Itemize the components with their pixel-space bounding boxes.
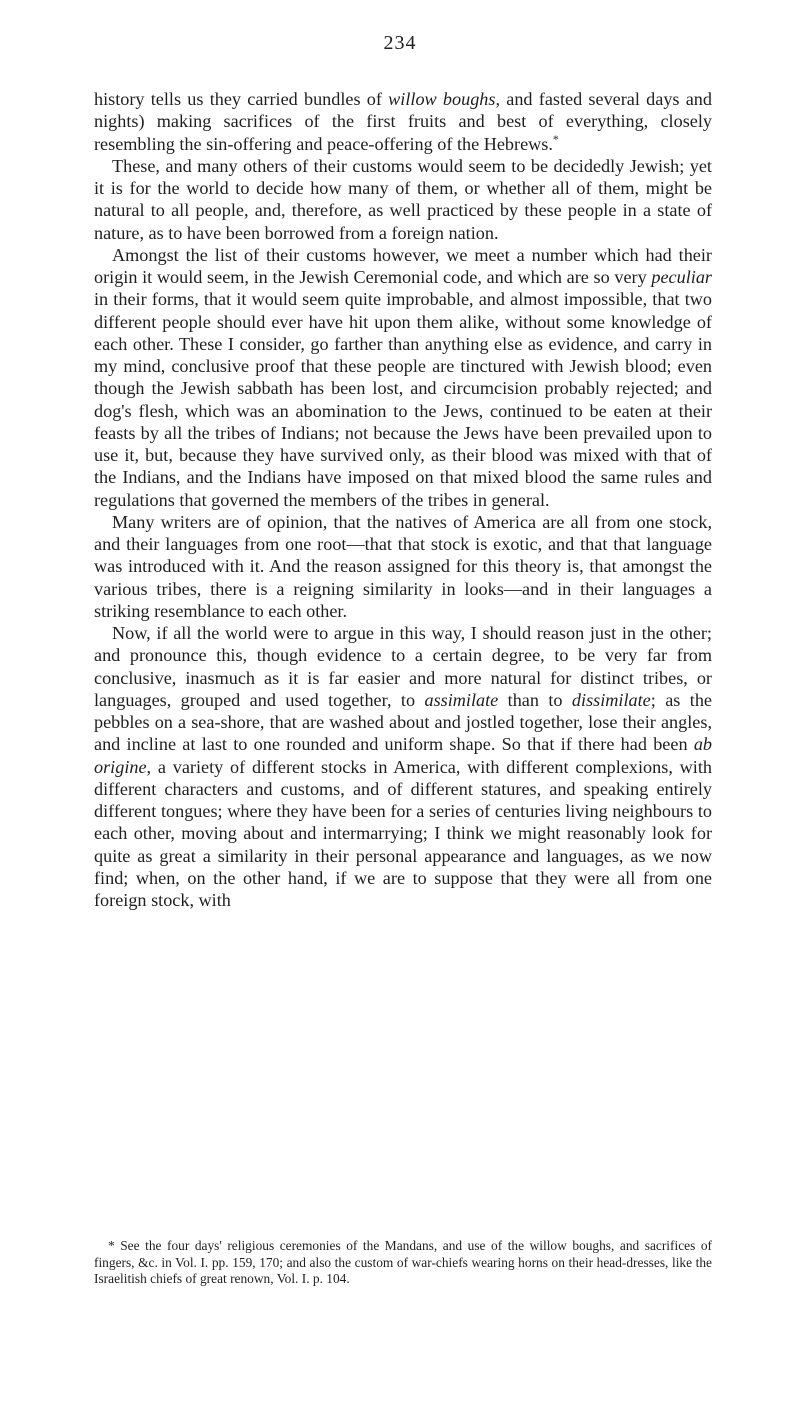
paragraph [94, 155, 712, 244]
text-run: Now, if all the world were to argue in this way, I should reason just in the other; and pronounce this, though evidence to a certain degree, to be very far from conclusive, inasmuch as it is far easier and more natural for distinct tribes, or languages, grouped and used together, to [94, 623, 712, 710]
italic-text: dissimilate [571, 689, 651, 710]
text-run: in their forms, that it would seem quite improbable, and almost impossible, that two different people should ever have hit upon them alike, without some knowledge of each other. These I consider, go farther than anything else as evidence, and carry in my mind, conclusive proof that these people are tinctured with Jewish blood; even though the Jewish sabbath has been lost, and circumcision probably rejected; and dog's flesh, which was an abomination to the Jews, continued to be eaten at their feasts by all the tribes of Indians; not because the Jews have been prevailed upon to use it, but, because they have survived only, as their blood was mixed with that of the Indians, and the Indians have imposed on that mixed blood the same rules and regulations that governed the members of the tribes in general. [94, 289, 712, 510]
text-run: Many writers are of opinion, that the natives of America are all from one stock, and their languages from one root—that that stock is exotic, and that that language was introduced with it. And the reason assigned for this theory is, that amongst the various tribes, there is a reigning similarity in looks—and in their languages a striking resemblance to each other. [94, 511, 712, 621]
text-run: These, and many others of their customs would seem to be decidedly Jewish; yet it is for the world to decide how many of them, or whether all of them, might be natural to all people, and, therefore, as well practiced by these people in a state of nature, as to have been borrowed from a foreign nation. [94, 155, 712, 243]
text-run: than to [498, 689, 572, 710]
text-run: Amongst the list of their customs however, we meet a number which had their origin it would seem, in the Jewish Ceremonial code, and which are so very [94, 244, 712, 287]
text-run: and fasted several days and nights) making sacrifices of the first fruits and best of everything, closely resembling the sin-offering and peace-offering of the Hebrews. [94, 89, 712, 154]
text-run: history tells us they carried bundles of [94, 89, 389, 109]
footnote [94, 1238, 712, 1288]
italic-text: peculiar [651, 267, 712, 287]
paragraph [94, 622, 712, 911]
text-run: , a variety of different stocks in America, with different complexions, with different characters and customs, and of different statures, and speaking entirely different tongues; where they have been for a series of centuries living neighbours to each other, moving about and intermarrying; I think we might reasonably look for quite as great a similarity in their personal appearance and languages, as we now find; when, on the other hand, if we are to suppose that they were all from one foreign stock, with [94, 756, 712, 910]
paragraph [94, 88, 712, 155]
italic-text: willow boughs, [388, 89, 501, 109]
text-run: ; as the pebbles on a sea-shore, that are washed about and jostled together, lose their angles, and incline at last to one rounded and uniform shape. So that if there had been [94, 689, 712, 755]
paragraph [94, 511, 712, 622]
body-text [94, 88, 712, 911]
italic-text: assimilate [424, 689, 499, 710]
italic-text: ab origine [94, 734, 712, 777]
footnote-marker: * [552, 131, 559, 146]
page-number: 234 [383, 32, 417, 54]
paragraph [94, 244, 712, 511]
footnote-text [94, 1238, 712, 1288]
text-run: * See the four days' religious ceremonies of the Mandans, and use of the willow boughs, and sacrifices of fingers, &c. in Vol. I. pp. 159, 170; and also the custom of war-chiefs wearing horns on their head-dresses, like the Israelitish chiefs of great renown, Vol. I. p. 104. [94, 1238, 712, 1287]
